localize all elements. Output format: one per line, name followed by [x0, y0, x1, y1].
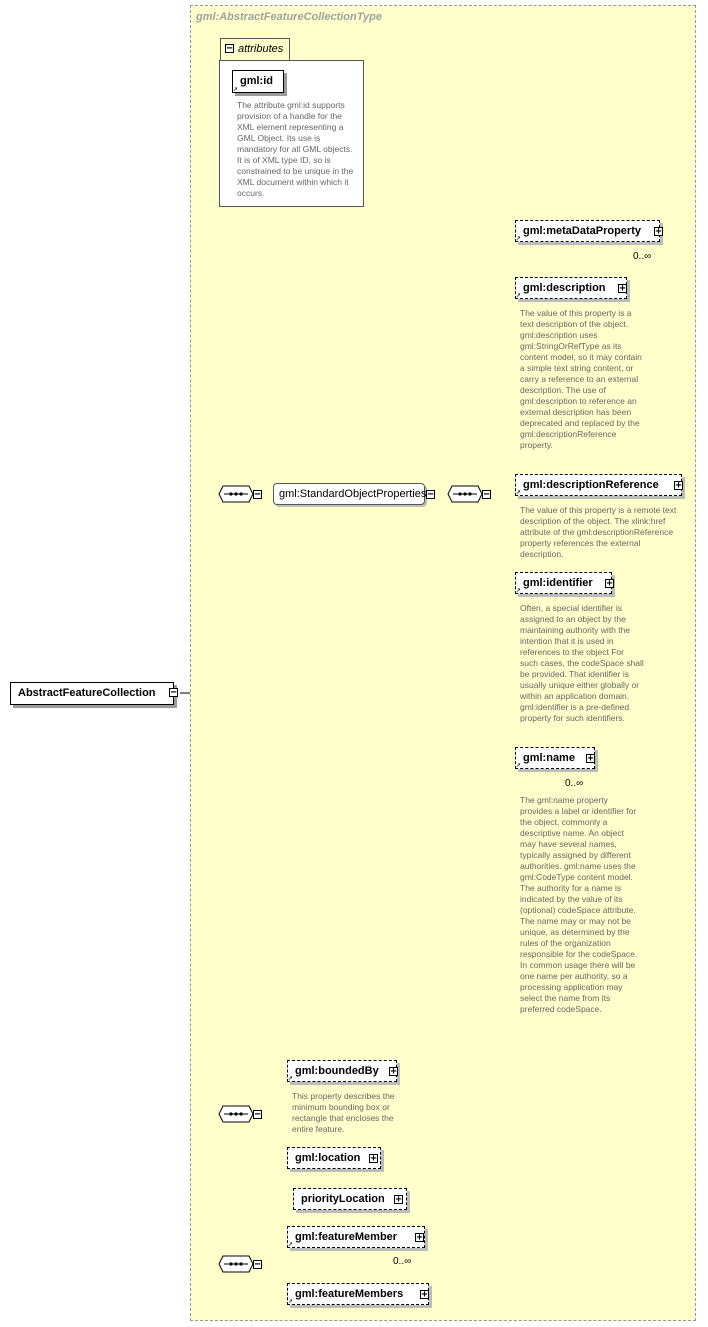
element-description-label: gml:description — [523, 282, 606, 294]
boundedby-doc: This property describes the minimum bounding box or rectangle that encloses the entire feature. — [292, 1091, 395, 1134]
plus-box-icon[interactable]: + — [619, 283, 626, 294]
element-descriptionreference-label: gml:descriptionReference — [523, 479, 659, 491]
minus-box-icon[interactable]: − — [254, 489, 261, 500]
element-prioritylocation[interactable] — [293, 1188, 407, 1210]
reference-arrow-icon: ↗ — [516, 487, 521, 496]
complex-type-title: gml:AbstractFeatureCollectionType — [196, 11, 383, 23]
plus-box-icon[interactable]: + — [421, 1289, 428, 1300]
element-metadataproperty[interactable] — [515, 220, 660, 242]
attributes-label: attributes — [238, 43, 284, 55]
minus-box-icon[interactable]: − — [254, 1259, 261, 1270]
descriptionreference-doc: The value of this property is a remote text description of the object. The xlink:href attribute of the gml:descriptionReference property references the external description. — [520, 505, 677, 559]
description-doc: The value of this property is a text description of the object. gml:description uses gml:StringOrRefType as its content model, so it may contain a simple text string content, or carry a reference to an external description. The use of gml:description to reference an external description has been deprecated and replaced by the gml:descriptionReference property. — [520, 308, 642, 450]
sequence-compositor-icon[interactable] — [218, 485, 254, 503]
element-descriptionreference[interactable] — [515, 474, 682, 496]
element-prioritylocation-label: priorityLocation — [301, 1193, 385, 1205]
sequence-compositor-icon[interactable] — [447, 485, 483, 503]
plus-box-icon[interactable]: + — [390, 1066, 397, 1077]
name-multiplicity: 0..∞ — [565, 778, 584, 789]
element-location[interactable] — [287, 1147, 381, 1169]
attribute-gml-id[interactable] — [232, 70, 284, 93]
reference-arrow-icon: ↗ — [233, 84, 238, 93]
element-identifier-label: gml:identifier — [523, 577, 593, 589]
reference-arrow-icon: ↗ — [516, 290, 521, 299]
plus-box-icon[interactable]: + — [655, 226, 662, 237]
element-name[interactable] — [515, 747, 595, 769]
element-identifier[interactable] — [515, 572, 612, 594]
identifier-doc: Often, a special identifier is assigned to an object by the maintaining authority with the intention that it is used in references to the object For such cases, the codeSpace shall be provided. That identifier is usually unique either globally or within an application domain. gml:identifier is a pre-defined property for such identifiers. — [520, 603, 644, 723]
element-featuremember-label: gml:featureMember — [295, 1231, 398, 1243]
element-featuremembers[interactable] — [287, 1283, 429, 1305]
element-featuremembers-label: gml:featureMembers — [295, 1288, 404, 1300]
root-element-label: AbstractFeatureCollection — [18, 687, 156, 699]
sequence-compositor-icon[interactable] — [218, 1105, 254, 1123]
plus-box-icon[interactable]: + — [395, 1194, 402, 1205]
plus-box-icon[interactable]: + — [587, 753, 594, 764]
reference-arrow-icon: ↗ — [288, 1239, 293, 1248]
element-featuremember[interactable] — [287, 1226, 425, 1248]
minus-box-icon[interactable]: − — [170, 687, 177, 698]
element-location-label: gml:location — [295, 1152, 361, 1164]
reference-arrow-icon: ↗ — [516, 585, 521, 594]
reference-arrow-icon: ↗ — [288, 1296, 293, 1305]
metadataproperty-multiplicity: 0..∞ — [633, 251, 652, 262]
attribute-gml-id-doc: The attribute gml:id supports provision of a handle for the XML element representing a GML Object. Its use is mandatory for all GML objects. It is of XML type ID, so is constrained to be unique in the XML document within which it occurs. — [237, 100, 354, 198]
name-doc: The gml:name property provides a label or identifier for the object, commonly a descriptive name. An object may have several names, typically assigned by different authorities. gml:name uses the gml:CodeType content model. The authority for a name is indicated by the value of its (optional) codeSpace attribute. The name may or may not be unique, as determined by the rules of the organization responsible for the codeSpace. In common usage there will be one name per authority, so a processing application may select the name from its preferred codeSpace. — [520, 795, 638, 1014]
reference-arrow-icon: ↗ — [288, 1073, 293, 1082]
featuremember-multiplicity: 0..∞ — [393, 1256, 412, 1267]
plus-box-icon[interactable]: + — [370, 1153, 377, 1164]
element-name-label: gml:name — [523, 752, 575, 764]
element-boundedby-label: gml:boundedBy — [295, 1065, 379, 1077]
element-description[interactable] — [515, 277, 627, 299]
minus-box-icon[interactable]: − — [427, 489, 434, 500]
reference-arrow-icon: ↗ — [516, 233, 521, 242]
group-standard-object-properties[interactable] — [273, 483, 425, 505]
attribute-gml-id-label: gml:id — [240, 75, 273, 87]
element-boundedby[interactable] — [287, 1060, 397, 1082]
element-metadataproperty-label: gml:metaDataProperty — [523, 225, 641, 237]
minus-box-icon[interactable]: − — [483, 489, 490, 500]
minus-box-icon[interactable]: − — [254, 1109, 261, 1120]
plus-box-icon[interactable]: + — [416, 1232, 423, 1243]
sequence-compositor-icon[interactable] — [218, 1255, 254, 1273]
reference-arrow-icon: ↗ — [516, 760, 521, 769]
minus-box-icon[interactable]: − — [226, 43, 233, 54]
plus-box-icon[interactable]: + — [675, 480, 682, 491]
group-label: gml:StandardObjectProperties — [279, 488, 427, 500]
plus-box-icon[interactable]: + — [606, 578, 613, 589]
root-element[interactable] — [10, 682, 174, 705]
